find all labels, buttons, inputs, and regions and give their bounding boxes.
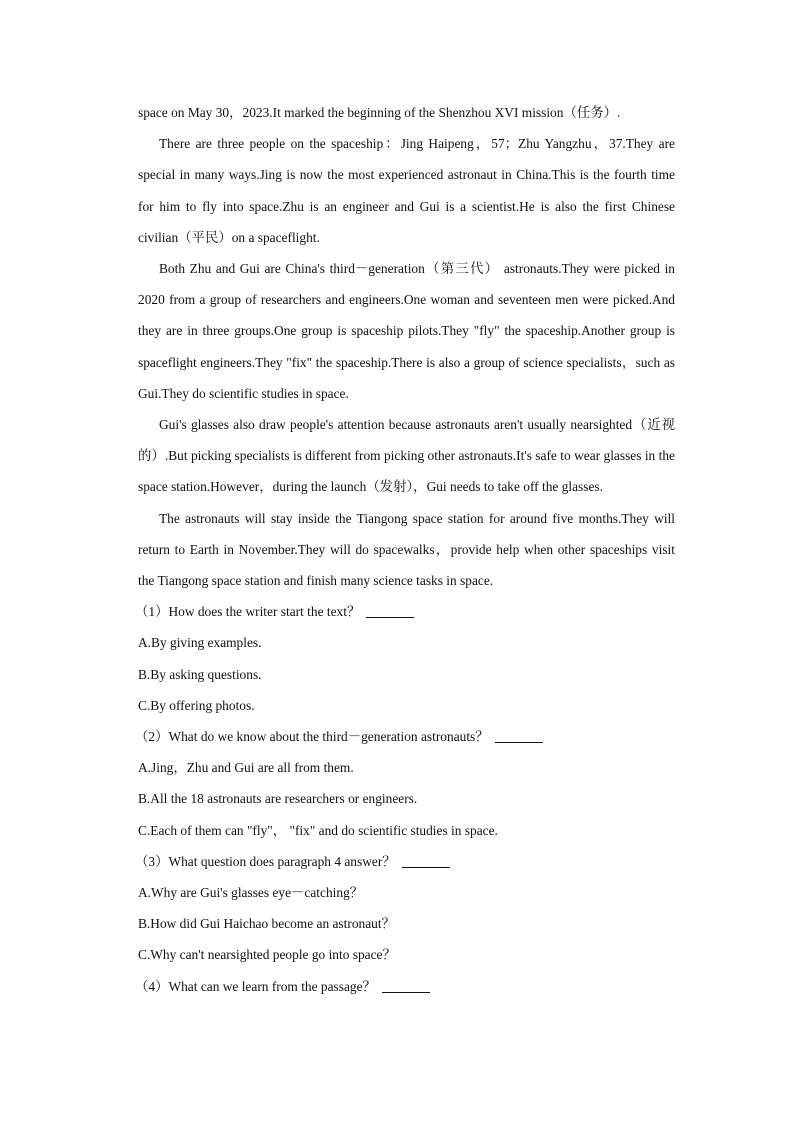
question-stem: （1）How does the writer start the text？: [135, 604, 361, 620]
answer-blank[interactable]: [382, 991, 430, 993]
option-c[interactable]: C.Each of them can "fly"， "fix" and do scientific studies in space.: [138, 822, 498, 838]
passage-paragraph-5: The astronauts will stay inside the Tiangong space station for around five months.They will return to Earth in November.They will do spacewalks，provide help when other spaceships visit the Tiangong space station and finish many science tasks in space.: [138, 510, 675, 589]
question-stem: （2）What do we know about the third－generation astronauts？: [135, 729, 489, 745]
passage-paragraph-2: There are three people on the spaceship：Jing Haipeng，57；Zhu Yangzhu，37.They are special in many ways.Jing is now the most experienced astronaut in China.This is the fourth time for him to fly into space.Zhu is an engineer and Gui is a scientist.He is also the first Chinese civilian（平民）on a spaceflight.: [138, 136, 675, 245]
answer-blank[interactable]: [402, 866, 450, 868]
question-1: [135, 596, 675, 721]
answer-blank[interactable]: [495, 741, 543, 743]
option-a[interactable]: A.Jing，Zhu and Gui are all from them.: [138, 760, 354, 776]
option-c[interactable]: C.Why can't nearsighted people go into space？: [138, 947, 396, 963]
option-c[interactable]: C.By offering photos.: [138, 697, 255, 713]
option-a[interactable]: A.By giving examples.: [138, 635, 262, 651]
question-stem: （4）What can we learn from the passage？: [135, 978, 376, 994]
passage-paragraph-4: Gui's glasses also draw people's attention because astronauts aren't usually nearsighted（近视的）.But picking specialists is different from picking other astronauts.It's safe to wear glasses in the space station.However，during the launch（发射），Gui needs to take off the glasses.: [138, 417, 675, 495]
option-b[interactable]: B.How did Gui Haichao become an astronaut？: [138, 916, 395, 932]
option-b[interactable]: B.By asking questions.: [138, 666, 262, 682]
passage-paragraph-3: Both Zhu and Gui are China's third－generation（第三代） astronauts.They were picked in 2020 from a group of researchers and engineers.One woman and seventeen men were picked.And they are in three groups.One group is spaceship pilots.They "fly" the spaceship.Another group is spaceflight engineers.They "fix" the spaceship.There is also a group of science specialists，such as Gui.They do scientific studies in space.: [138, 261, 675, 401]
question-3: [135, 846, 675, 971]
question-4: [135, 971, 675, 1002]
question-stem: （3）What question does paragraph 4 answer？: [135, 853, 396, 869]
answer-blank[interactable]: [366, 616, 414, 618]
document-content: [135, 97, 675, 1002]
question-2: [135, 721, 675, 846]
passage-paragraph-1: space on May 30，2023.It marked the beginning of the Shenzhou XVI mission（任务）.: [138, 105, 621, 120]
option-a[interactable]: A.Why are Gui's glasses eye－catching？: [138, 885, 364, 901]
option-b[interactable]: B.All the 18 astronauts are researchers or engineers.: [138, 791, 418, 807]
